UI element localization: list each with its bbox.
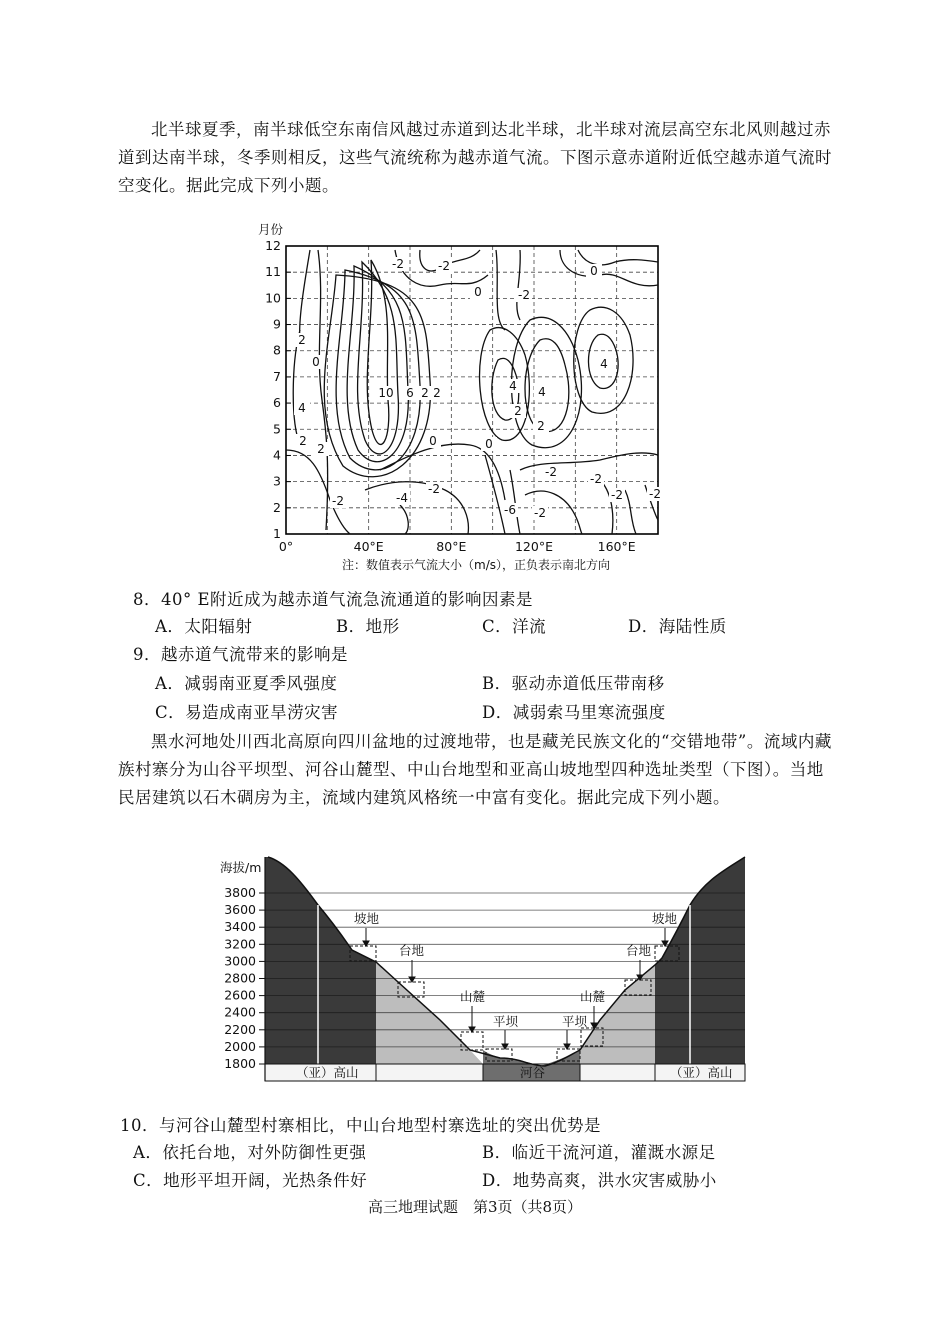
x-tick-label: 120°E xyxy=(514,539,554,554)
contour-label: -2 xyxy=(649,487,661,501)
contour-label: 0 xyxy=(429,434,437,448)
contour-label: 0 xyxy=(485,437,493,451)
contour-label: 2 xyxy=(317,442,325,456)
contour-label: -2 xyxy=(438,259,450,273)
contour-label: -2 xyxy=(332,494,344,508)
x-tick-label: 0° xyxy=(278,539,294,554)
y-tick-label: 10 xyxy=(265,290,281,306)
contour-label: 4 xyxy=(600,357,608,371)
q10-option-a: A．依托台地，对外防御性更强 xyxy=(133,1143,367,1162)
label-slope-left: 坡地 xyxy=(354,911,380,926)
contour-label: 2 xyxy=(433,386,441,400)
contour-label: 10 xyxy=(378,386,394,400)
q8-option-d: D．海陆性质 xyxy=(628,617,727,636)
y-tick-label: 7 xyxy=(273,368,281,384)
y-tick-label: 8 xyxy=(273,342,281,358)
q10-option-c: C．地形平坦开阔，光热条件好 xyxy=(133,1171,368,1190)
contour-label: 2 xyxy=(514,404,522,418)
contour-label: -2 xyxy=(545,465,557,479)
elevation-tick-label: 3000 xyxy=(224,953,256,969)
elevation-tick-label: 2600 xyxy=(224,987,256,1003)
elevation-tick-label: 1800 xyxy=(224,1056,256,1071)
y-tick-label: 4 xyxy=(273,447,281,463)
bottom-highland-left: （亚）高山 xyxy=(296,1065,359,1080)
contour-label: 2 xyxy=(421,386,429,400)
q10-option-d: D．地势高爽，洪水灾害威胁小 xyxy=(482,1171,717,1190)
elevation-tick-label: 2200 xyxy=(224,1021,256,1037)
y-tick-label: 3 xyxy=(273,473,281,489)
q9-option-a: A．减弱南亚夏季风强度 xyxy=(155,674,338,693)
label-terrace-right: 台地 xyxy=(626,943,652,958)
x-tick-label: 40°E xyxy=(353,539,384,554)
contour-label: -2 xyxy=(611,488,623,502)
contour-label: 0 xyxy=(590,264,598,278)
page-footer: 高三地理试题 第3页（共8页） xyxy=(367,1198,583,1216)
contour-label: -2 xyxy=(534,506,546,520)
elevation-tick-label: 3200 xyxy=(224,936,256,952)
contour-label: 4 xyxy=(298,401,306,415)
q8-option-a: A．太阳辐射 xyxy=(155,617,253,636)
elevation-tick-label: 3800 xyxy=(224,885,256,900)
q8-stem: 8．40° E附近成为越赤道气流急流通道的影响因素是 xyxy=(133,590,534,609)
elevation-tick-label: 3400 xyxy=(224,919,256,935)
chart-ylabel: 月份 xyxy=(258,222,284,237)
contour-label: 4 xyxy=(538,385,546,399)
elevation-tick-label: 2800 xyxy=(224,970,256,986)
profile-ylabel: 海拔/m xyxy=(220,860,262,875)
contour-label: 2 xyxy=(537,419,545,433)
x-tick-label: 80°E xyxy=(436,539,467,554)
contour-label: -2 xyxy=(428,482,440,496)
label-foothill-left: 山麓 xyxy=(460,989,486,1004)
contour-label: -4 xyxy=(396,491,408,505)
q9-option-d: D．减弱索马里寒流强度 xyxy=(482,703,666,722)
label-slope-right: 坡地 xyxy=(652,911,678,926)
q9-option-c: C．易造成南亚旱涝灾害 xyxy=(155,703,339,722)
q9-stem: 9．越赤道气流带来的影响是 xyxy=(133,645,348,664)
contour-label: 0 xyxy=(474,285,482,299)
label-flat-left: 平坝 xyxy=(493,1014,519,1029)
q8-option-b: B．地形 xyxy=(336,617,400,636)
y-tick-label: 9 xyxy=(273,316,281,332)
contour-label: -2 xyxy=(590,472,602,486)
contour-label: 4 xyxy=(509,379,517,393)
q9-option-b: B．驱动赤道低压带南移 xyxy=(482,674,665,693)
label-flat-right: 平坝 xyxy=(562,1014,588,1029)
q10-option-b: B．临近干流河道，灌溉水源足 xyxy=(482,1143,716,1162)
bottom-highland-right: （亚）高山 xyxy=(670,1065,733,1080)
contour-chart xyxy=(0,210,950,610)
y-tick-label: 6 xyxy=(273,395,281,411)
q10-stem: 10．与河谷山麓型村寨相比，中山台地型村寨选址的突出优势是 xyxy=(120,1116,601,1135)
contour-label: -2 xyxy=(518,288,530,302)
terrain-profile xyxy=(0,850,950,1090)
contour-label: 2 xyxy=(298,333,306,347)
contour-label: -2 xyxy=(392,257,404,271)
elevation-tick-label: 2000 xyxy=(224,1038,256,1054)
label-terrace-left: 台地 xyxy=(399,943,425,958)
q8-option-c: C．洋流 xyxy=(482,617,547,636)
x-tick-label: 160°E xyxy=(597,539,636,554)
elevation-tick-label: 3600 xyxy=(224,902,256,918)
y-tick-label: 2 xyxy=(273,499,281,515)
intro-paragraph-1: 北半球夏季，南半球低空东南信风越过赤道到达北半球，北半球对流层高空东北风则越过赤道到达南半球，冬季则相反，这些气流统称为越赤道气流。下图示意赤道附近低空越赤道气流时空变化。据此完成下列小题。 xyxy=(118,120,832,195)
contour-label: 6 xyxy=(406,386,414,400)
intro-paragraph-2: 黑水河地处川西北高原向四川盆地的过渡地带，也是藏羌民族文化的“交错地带”。流域内藏族村寨分为山谷平坝型、河谷山麓型、中山台地型和亚高山坡地型四种选址类型（下图）。当地民居建筑以石木碉房为主，流域内建筑风格统一中富有变化。据此完成下列小题。 xyxy=(118,732,832,807)
y-tick-label: 11 xyxy=(265,264,281,280)
chart-note: 注：数值表示气流大小（m/s），正负表示南北方向 xyxy=(342,558,610,572)
contour-label: -6 xyxy=(504,503,516,517)
elevation-tick-label: 2400 xyxy=(224,1004,256,1020)
contour-label: 0 xyxy=(312,355,320,369)
contour-label: 2 xyxy=(299,434,307,448)
y-tick-label: 1 xyxy=(273,526,281,541)
label-foothill-right: 山麓 xyxy=(580,989,606,1004)
bottom-valley: 河谷 xyxy=(520,1065,546,1080)
y-tick-label: 5 xyxy=(273,421,281,437)
y-tick-label: 12 xyxy=(265,238,281,253)
